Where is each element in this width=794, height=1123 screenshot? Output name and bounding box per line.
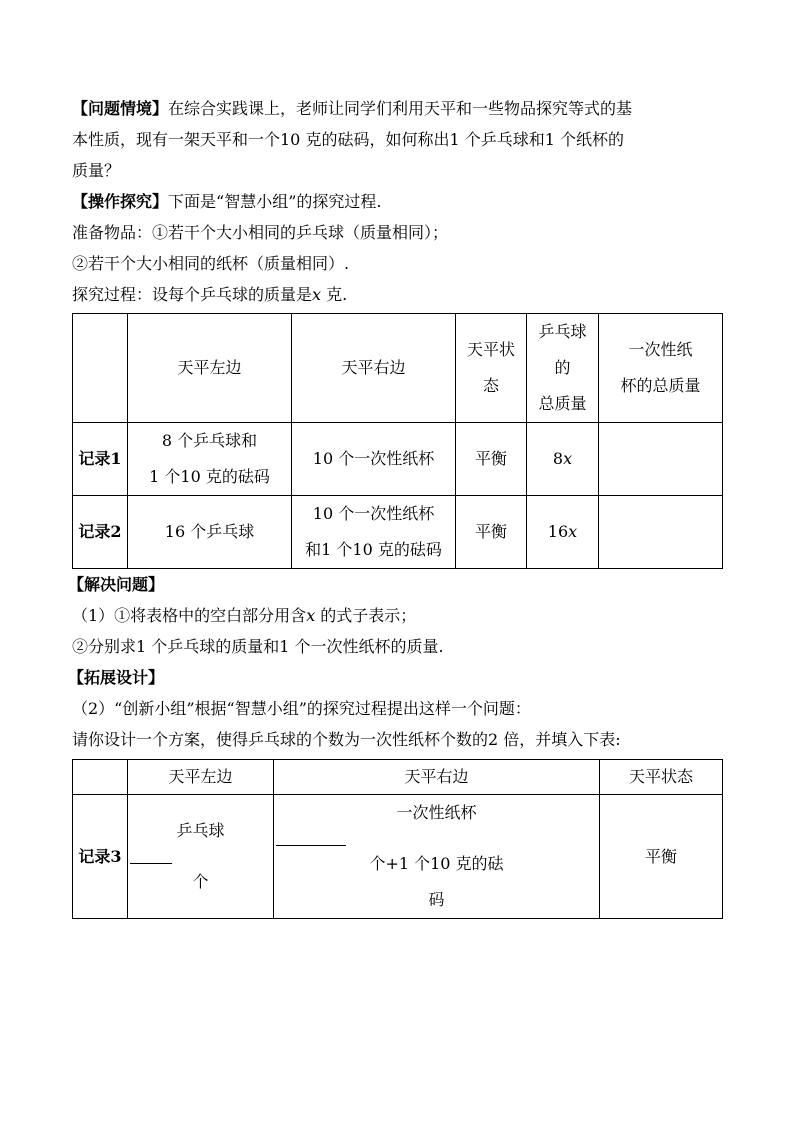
table-row — [73, 423, 723, 496]
row-right — [274, 795, 600, 919]
row-left — [128, 423, 292, 496]
q1-variable: x — [306, 606, 316, 625]
intro-line-2: 本性质，现有一架天平和一个10 克的砝码，如何称出1 个乒乓球和1 个纸杯的 — [72, 130, 624, 149]
row-label: 记录1 — [73, 423, 128, 496]
header-left: 天平左边 — [128, 314, 292, 423]
process-line — [72, 279, 722, 310]
row-cup-mass-blank — [599, 496, 723, 569]
row-right-line-2: 码 — [428, 890, 445, 909]
header-cup-line-2: 杯的总质量 — [620, 376, 701, 395]
header-pp-line-1: 乒乓球 — [538, 322, 587, 341]
header-pp-line-3: 总质量 — [538, 394, 587, 413]
process-variable: x — [312, 285, 322, 304]
header-pp-line-2: 的 — [554, 358, 571, 377]
document-body — [68, 93, 722, 919]
row-left: 16 个乒乓球 — [128, 496, 292, 569]
row-right: 10 个一次性纸杯 — [292, 423, 456, 496]
question-2: （2）“创新小组”根据“智慧小组”的探究过程提出这样一个问题： — [72, 699, 531, 718]
table-header-row — [73, 314, 723, 423]
mass-number: 16 — [547, 522, 569, 541]
experiment-table — [72, 313, 723, 569]
header-cup-line-1: 一次性纸 — [628, 340, 693, 359]
header-right: 天平右边 — [292, 314, 456, 423]
header-empty-cell — [73, 760, 128, 795]
header-state: 天平状态 — [600, 760, 723, 795]
row-state: 平衡 — [456, 423, 527, 496]
row-right-line-1 — [276, 795, 597, 882]
row-label: 记录2 — [73, 496, 128, 569]
header-state — [456, 314, 527, 423]
explore-tag: 【操作探究】 — [72, 192, 169, 211]
question-1 — [72, 600, 722, 631]
header-empty-cell — [73, 314, 128, 423]
process-after: 克. — [321, 285, 348, 304]
header-left: 天平左边 — [128, 760, 274, 795]
cup-count-blank[interactable] — [276, 831, 346, 846]
question-1-part-2: ②分别求1 个乒乓球的质量和1 个一次性纸杯的质量. — [72, 637, 444, 656]
prep-line-1: 准备物品：①若干个大小相同的乒乓球（质量相同）； — [72, 223, 449, 242]
mass-number: 8 — [552, 449, 564, 468]
extend-tag: 【拓展设计】 — [68, 668, 165, 687]
row-right-line-1: 10 个一次性纸杯 — [312, 504, 435, 523]
row-left-line-1 — [130, 813, 271, 864]
intro-paragraph — [72, 93, 722, 186]
row-left-line-1: 8 个乒乓球和 — [161, 431, 258, 450]
row-state: 平衡 — [600, 795, 723, 919]
header-state-line-2: 态 — [482, 376, 499, 395]
explore-paragraph — [72, 186, 722, 217]
solve-tag: 【解决问题】 — [68, 575, 165, 594]
row-pingpong-mass — [527, 496, 599, 569]
header-cup-mass — [599, 314, 723, 423]
question-2-part-2: 请你设计一个方案，使得乒乓球的个数为一次性纸杯个数的2 倍，并填入下表: — [72, 730, 621, 749]
weight-text: 个+1 个10 克的砝 — [369, 854, 504, 873]
explore-text: 下面是“智慧小组”的探究过程. — [168, 192, 382, 211]
cup-label: 一次性纸杯 — [396, 803, 477, 822]
row-left — [128, 795, 274, 919]
mass-variable: x — [568, 522, 578, 541]
header-right: 天平右边 — [274, 760, 600, 795]
table-row — [73, 496, 723, 569]
row-left-line-2: 个 — [192, 872, 209, 891]
table-header-row — [73, 760, 723, 795]
prep-line-2: ②若干个大小相同的纸杯（质量相同）. — [72, 254, 350, 273]
row-state: 平衡 — [456, 496, 527, 569]
intro-tag: 【问题情境】 — [72, 99, 169, 118]
q1-before: （1）①将表格中的空白部分用含 — [72, 606, 307, 625]
row-cup-mass-blank — [599, 423, 723, 496]
pingpong-label: 乒乓球 — [176, 821, 225, 840]
intro-line-1: 在综合实践课上，老师让同学们利用天平和一些物品探究等式的基 — [168, 99, 633, 118]
row-right-line-2: 和1 个10 克的砝码 — [305, 540, 442, 559]
header-state-line-1: 天平状 — [466, 340, 515, 359]
table-row — [73, 795, 723, 919]
mass-variable: x — [563, 449, 573, 468]
intro-line-3: 质量？ — [72, 161, 121, 180]
design-table — [72, 759, 723, 919]
process-before: 探究过程：设每个乒乓球的质量是 — [72, 285, 313, 304]
row-left-line-2: 1 个10 克的砝码 — [149, 467, 270, 486]
header-pingpong-mass — [527, 314, 599, 423]
row-label: 记录3 — [73, 795, 128, 919]
q1-after: 的式子表示； — [315, 606, 417, 625]
pingpong-count-blank[interactable] — [130, 849, 172, 864]
row-pingpong-mass — [527, 423, 599, 496]
row-right — [292, 496, 456, 569]
